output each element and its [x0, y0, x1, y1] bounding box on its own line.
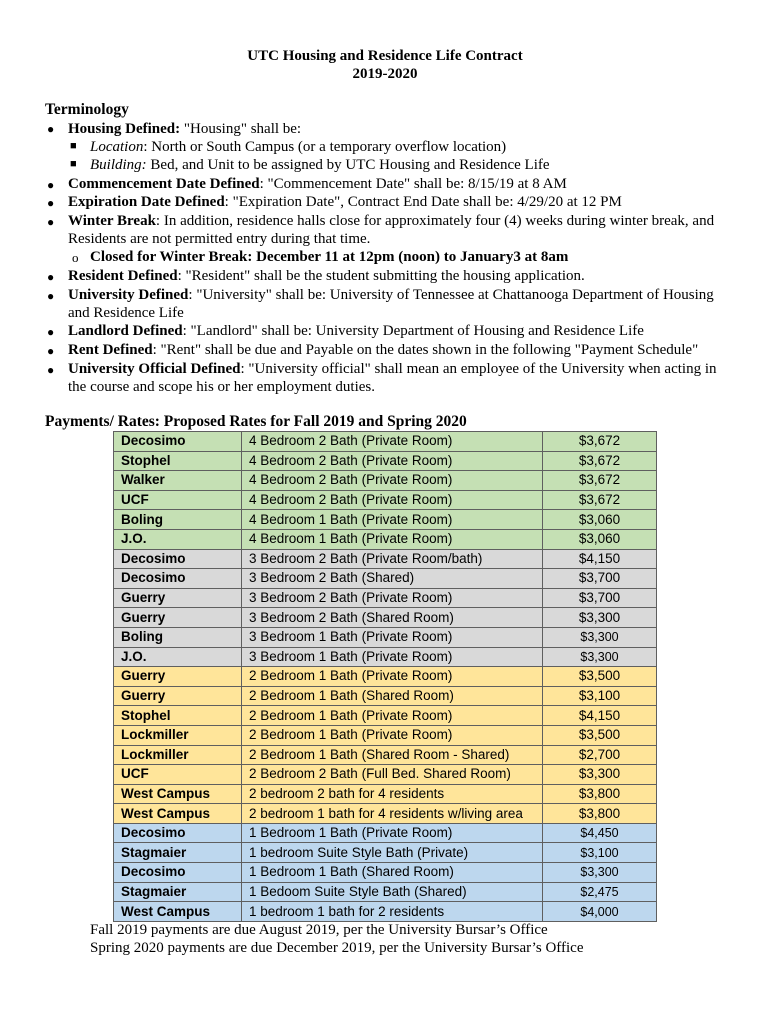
housing-location — [90, 138, 506, 156]
building-cell: West Campus — [114, 804, 242, 824]
housing-term: Housing Defined: — [68, 121, 181, 137]
bullet-icon: ● — [47, 178, 55, 192]
housing-building — [90, 156, 550, 174]
price-cell: $2,700 — [543, 745, 657, 765]
winter-term: Winter Break — [68, 213, 156, 229]
room-type-cell: 2 Bedroom 1 Bath (Private Room) — [242, 667, 543, 687]
building-cell: UCF — [114, 765, 242, 785]
rent-defined — [68, 341, 698, 359]
university-term: University Defined — [68, 287, 189, 303]
table-row — [114, 686, 657, 706]
university-defined — [68, 286, 714, 304]
official-text: : "University official" shall mean an employee of the University when acting in — [240, 361, 717, 377]
building-cell: Guerry — [114, 608, 242, 628]
location-term: Location — [90, 139, 144, 155]
table-row — [114, 667, 657, 687]
fall-payment-note: Fall 2019 payments are due August 2019, per the University Bursar’s Office — [90, 922, 548, 938]
room-type-cell: 1 bedroom Suite Style Bath (Private) — [242, 843, 543, 863]
landlord-defined — [68, 322, 644, 340]
price-cell: $3,672 — [543, 432, 657, 452]
building-cell: Decosimo — [114, 863, 242, 883]
price-cell: $3,700 — [543, 588, 657, 608]
document-year: 2019-2020 — [352, 66, 418, 82]
rates-table — [113, 431, 657, 922]
room-type-cell: 2 bedroom 1 bath for 4 residents w/living area — [242, 804, 543, 824]
price-cell: $3,672 — [543, 490, 657, 510]
table-row — [114, 804, 657, 824]
rent-text: : "Rent" shall be due and Payable on the dates shown in the following "Payment Schedule" — [152, 342, 699, 358]
building-cell: West Campus — [114, 902, 242, 922]
price-cell: $3,300 — [543, 647, 657, 667]
document-title: UTC Housing and Residence Life Contract — [247, 48, 523, 64]
table-row — [114, 588, 657, 608]
bullet-icon: ● — [47, 215, 55, 229]
table-row — [114, 823, 657, 843]
room-type-cell: 2 Bedroom 1 Bath (Private Room) — [242, 725, 543, 745]
university-defined-cont: and Residence Life — [68, 305, 184, 321]
building-term: Building: — [90, 157, 147, 173]
building-cell: Stophel — [114, 706, 242, 726]
price-cell: $3,800 — [543, 784, 657, 804]
commencement-text: : "Commencement Date" shall be: 8/15/19 at 8 AM — [259, 176, 567, 192]
table-row — [114, 627, 657, 647]
building-cell: J.O. — [114, 529, 242, 549]
building-cell: Walker — [114, 471, 242, 491]
price-cell: $4,150 — [543, 706, 657, 726]
table-row — [114, 902, 657, 922]
building-cell: Guerry — [114, 686, 242, 706]
room-type-cell: 3 Bedroom 2 Bath (Private Room) — [242, 588, 543, 608]
resident-text: : "Resident" shall be the student submitting the housing application. — [177, 268, 585, 284]
price-cell: $3,300 — [543, 627, 657, 647]
official-defined — [68, 360, 717, 378]
room-type-cell: 1 Bedoom Suite Style Bath (Shared) — [242, 882, 543, 902]
table-row — [114, 725, 657, 745]
building-cell: Stophel — [114, 451, 242, 471]
room-type-cell: 3 Bedroom 2 Bath (Shared Room) — [242, 608, 543, 628]
table-row — [114, 490, 657, 510]
bullet-icon: ● — [47, 325, 55, 339]
building-cell: Stagmaier — [114, 843, 242, 863]
room-type-cell: 2 Bedroom 1 Bath (Shared Room - Shared) — [242, 745, 543, 765]
price-cell: $3,500 — [543, 725, 657, 745]
square-bullet-icon: ■ — [70, 158, 77, 170]
landlord-text: : "Landlord" shall be: University Department of Housing and Residence Life — [182, 323, 644, 339]
expiration-text: : "Expiration Date", Contract End Date shall be: 4/29/20 at 12 PM — [224, 194, 622, 210]
bullet-icon: ● — [47, 196, 55, 210]
price-cell: $3,700 — [543, 569, 657, 589]
circle-bullet-icon: o — [72, 250, 79, 265]
table-row — [114, 863, 657, 883]
room-type-cell: 4 Bedroom 2 Bath (Private Room) — [242, 432, 543, 452]
official-defined-cont: the course and scope his or her employment duties. — [68, 379, 376, 395]
room-type-cell: 1 Bedroom 1 Bath (Private Room) — [242, 823, 543, 843]
payments-heading: Payments/ Rates: Proposed Rates for Fall 2019 and Spring 2020 — [45, 413, 467, 430]
room-type-cell: 3 Bedroom 2 Bath (Shared) — [242, 569, 543, 589]
room-type-cell: 3 Bedroom 1 Bath (Private Room) — [242, 627, 543, 647]
table-row — [114, 451, 657, 471]
housing-defined — [68, 120, 301, 138]
room-type-cell: 1 Bedroom 1 Bath (Shared Room) — [242, 863, 543, 883]
bullet-icon: ● — [47, 270, 55, 284]
winter-break-cont: Residents are not permitted entry during that time. — [68, 231, 371, 247]
table-row — [114, 784, 657, 804]
room-type-cell: 2 bedroom 2 bath for 4 residents — [242, 784, 543, 804]
housing-text: "Housing" shall be: — [180, 121, 302, 137]
table-row — [114, 745, 657, 765]
table-row — [114, 529, 657, 549]
official-term: University Official Defined — [68, 361, 241, 377]
price-cell: $3,300 — [543, 863, 657, 883]
building-cell: Decosimo — [114, 569, 242, 589]
table-row — [114, 471, 657, 491]
building-cell: Lockmiller — [114, 745, 242, 765]
table-row — [114, 843, 657, 863]
location-text: : North or South Campus (or a temporary overflow location) — [143, 139, 507, 155]
bullet-icon: ● — [47, 363, 55, 377]
room-type-cell: 3 Bedroom 1 Bath (Private Room) — [242, 647, 543, 667]
room-type-cell: 2 Bedroom 1 Bath (Shared Room) — [242, 686, 543, 706]
price-cell: $4,150 — [543, 549, 657, 569]
building-cell: Boling — [114, 627, 242, 647]
winter-text: : In addition, residence halls close for approximately four (4) weeks during winter break, and — [155, 213, 715, 229]
price-cell: $4,450 — [543, 823, 657, 843]
price-cell: $4,000 — [543, 902, 657, 922]
building-cell: Decosimo — [114, 549, 242, 569]
bullet-icon: ● — [47, 289, 55, 303]
price-cell: $3,500 — [543, 667, 657, 687]
square-bullet-icon: ■ — [70, 140, 77, 152]
price-cell: $3,300 — [543, 765, 657, 785]
building-cell: Lockmiller — [114, 725, 242, 745]
winter-closed-dates: Closed for Winter Break: December 11 at 12pm (noon) to January3 at 8am — [90, 249, 569, 265]
table-row — [114, 608, 657, 628]
table-row — [114, 549, 657, 569]
building-cell: Decosimo — [114, 432, 242, 452]
building-cell: Boling — [114, 510, 242, 530]
spring-payment-note: Spring 2020 payments are due December 2019, per the University Bursar’s Office — [90, 940, 584, 956]
price-cell: $3,100 — [543, 843, 657, 863]
expiration-defined — [68, 193, 622, 211]
price-cell: $3,672 — [543, 451, 657, 471]
table-row — [114, 647, 657, 667]
price-cell: $2,475 — [543, 882, 657, 902]
price-cell: $3,060 — [543, 510, 657, 530]
building-cell: Decosimo — [114, 823, 242, 843]
resident-term: Resident Defined — [68, 268, 178, 284]
rates-table-body — [114, 432, 657, 922]
building-cell: Stagmaier — [114, 882, 242, 902]
room-type-cell: 3 Bedroom 2 Bath (Private Room/bath) — [242, 549, 543, 569]
rent-term: Rent Defined — [68, 342, 153, 358]
bullet-icon: ● — [47, 344, 55, 358]
building-text: Bed, and Unit to be assigned by UTC Housing and Residence Life — [146, 157, 550, 173]
building-cell: UCF — [114, 490, 242, 510]
commencement-defined — [68, 175, 567, 193]
room-type-cell: 1 bedroom 1 bath for 2 residents — [242, 902, 543, 922]
resident-defined — [68, 267, 585, 285]
room-type-cell: 2 Bedroom 2 Bath (Full Bed. Shared Room) — [242, 765, 543, 785]
building-cell: Guerry — [114, 667, 242, 687]
landlord-term: Landlord Defined — [68, 323, 183, 339]
price-cell: $3,800 — [543, 804, 657, 824]
room-type-cell: 4 Bedroom 2 Bath (Private Room) — [242, 471, 543, 491]
winter-break — [68, 212, 714, 230]
university-text: : "University" shall be: University of Tennessee at Chattanooga Department of Housing — [188, 287, 714, 303]
commencement-term: Commencement Date Defined — [68, 176, 260, 192]
room-type-cell: 4 Bedroom 1 Bath (Private Room) — [242, 529, 543, 549]
price-cell: $3,300 — [543, 608, 657, 628]
bullet-icon: ● — [47, 122, 55, 136]
room-type-cell: 2 Bedroom 1 Bath (Private Room) — [242, 706, 543, 726]
room-type-cell: 4 Bedroom 1 Bath (Private Room) — [242, 510, 543, 530]
price-cell: $3,100 — [543, 686, 657, 706]
building-cell: Guerry — [114, 588, 242, 608]
price-cell: $3,060 — [543, 529, 657, 549]
table-row — [114, 569, 657, 589]
expiration-term: Expiration Date Defined — [68, 194, 225, 210]
table-row — [114, 510, 657, 530]
terminology-heading: Terminology — [45, 101, 129, 118]
price-cell: $3,672 — [543, 471, 657, 491]
building-cell: J.O. — [114, 647, 242, 667]
room-type-cell: 4 Bedroom 2 Bath (Private Room) — [242, 451, 543, 471]
table-row — [114, 882, 657, 902]
table-row — [114, 432, 657, 452]
room-type-cell: 4 Bedroom 2 Bath (Private Room) — [242, 490, 543, 510]
building-cell: West Campus — [114, 784, 242, 804]
table-row — [114, 706, 657, 726]
table-row — [114, 765, 657, 785]
